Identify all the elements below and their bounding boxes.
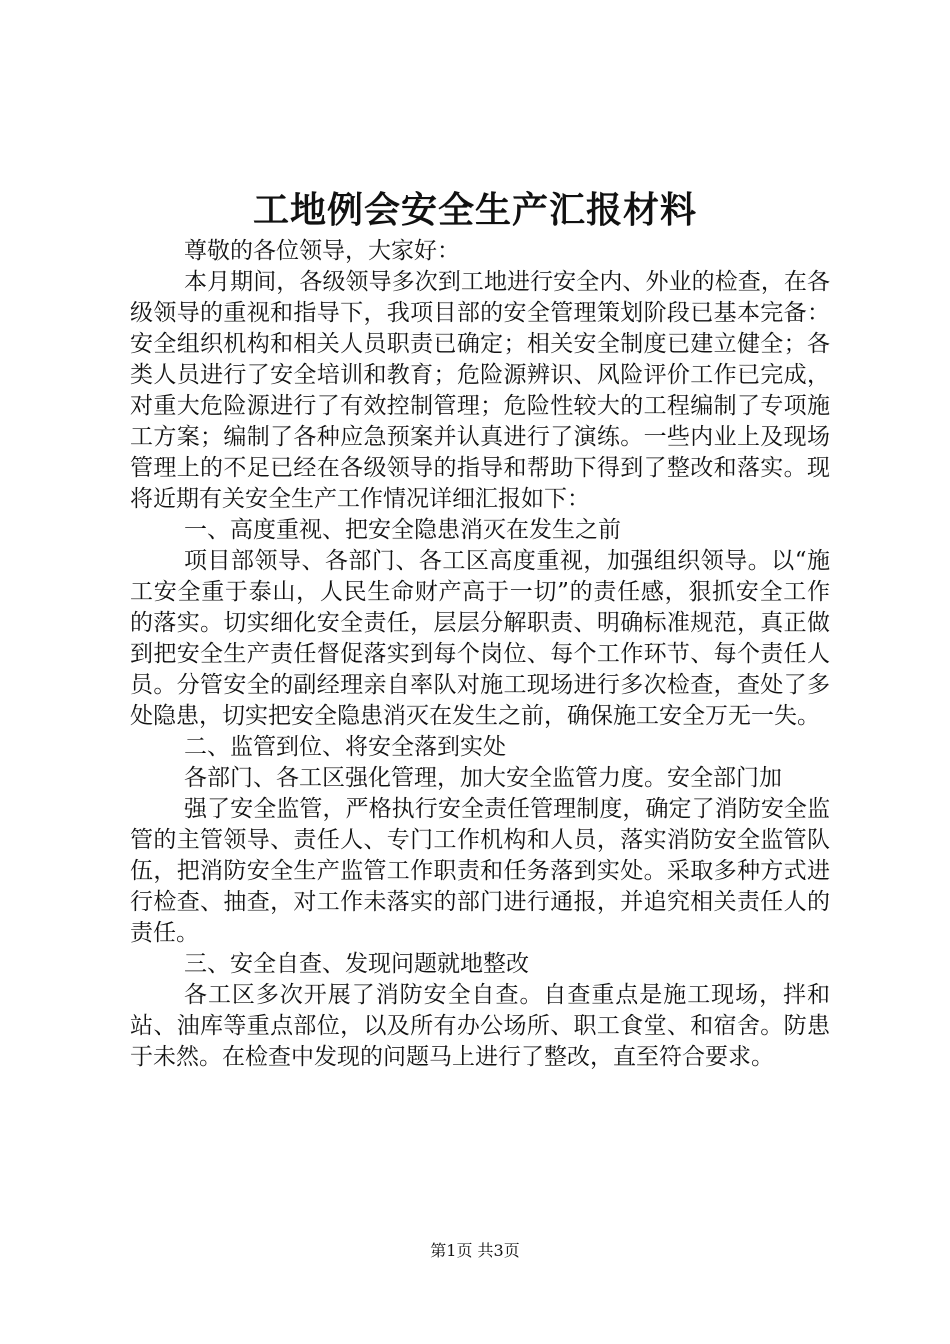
page-number-footer: 第1页 共3页 <box>430 1241 520 1260</box>
section-heading-1: 一、高度重视、把安全隐患消灭在发生之前 <box>184 517 621 543</box>
section-2-paragraph-a: 各部门、各工区强化管理，加大安全监管力度。安全部门加 <box>184 765 782 791</box>
document-title: 工地例会安全生产汇报材料 <box>252 189 697 231</box>
section-heading-2: 二、监管到位、将安全落到实处 <box>184 734 506 760</box>
document-body <box>130 236 830 1073</box>
section-1-paragraph: 项目部领导、各部门、各工区高度重视，加强组织领导。以“施工安全重于泰山，人民生命财产高于一切”的责任感，狠抓安全工作的落实。切实细化安全责任，层层分解职责、明确标准规范，真正做到把安全生产责任督促落实到每个岗位、每个工作环节、每个责任人员。分管安全的副经理亲自率队对施工现场进行多次检查，查处了多处隐患，切实把安全隐患消灭在发生之前，确保施工安全万无一失。 <box>130 548 830 729</box>
intro-paragraph: 本月期间，各级领导多次到工地进行安全内、外业的检查，在各级领导的重视和指导下，我项目部的安全管理策划阶段已基本完备：安全组织机构和相关人员职责已确定；相关安全制度已建立健全；各类人员进行了安全培训和教育；危险源辨识、风险评价工作已完成，对重大危险源进行了有效控制管理；危险性较大的工程编制了专项施工方案；编制了各种应急预案并认真进行了演练。一些内业上及现场管理上的不足已经在各级领导的指导和帮助下得到了整改和落实。现将近期有关安全生产工作情况详细汇报如下： <box>130 269 830 512</box>
section-2-paragraph-b: 强了安全监管，严格执行安全责任管理制度，确定了消防安全监管的主管领导、责任人、专门工作机构和人员，落实消防安全监管队伍，把消防安全生产监管工作职责和任务落到实处。采取多种方式进行检查、抽查，对工作未落实的部门进行通报，并追究相关责任人的责任。 <box>130 796 830 946</box>
section-3-paragraph: 各工区多次开展了消防安全自查。自查重点是施工现场，拌和站、油库等重点部位，以及所有办公场所、职工食堂、和宿舍。防患于未然。在检查中发现的问题马上进行了整改，直至符合要求。 <box>130 982 830 1070</box>
greeting-paragraph: 尊敬的各位领导，大家好： <box>184 238 460 264</box>
section-heading-3: 三、安全自查、发现问题就地整改 <box>184 951 529 977</box>
